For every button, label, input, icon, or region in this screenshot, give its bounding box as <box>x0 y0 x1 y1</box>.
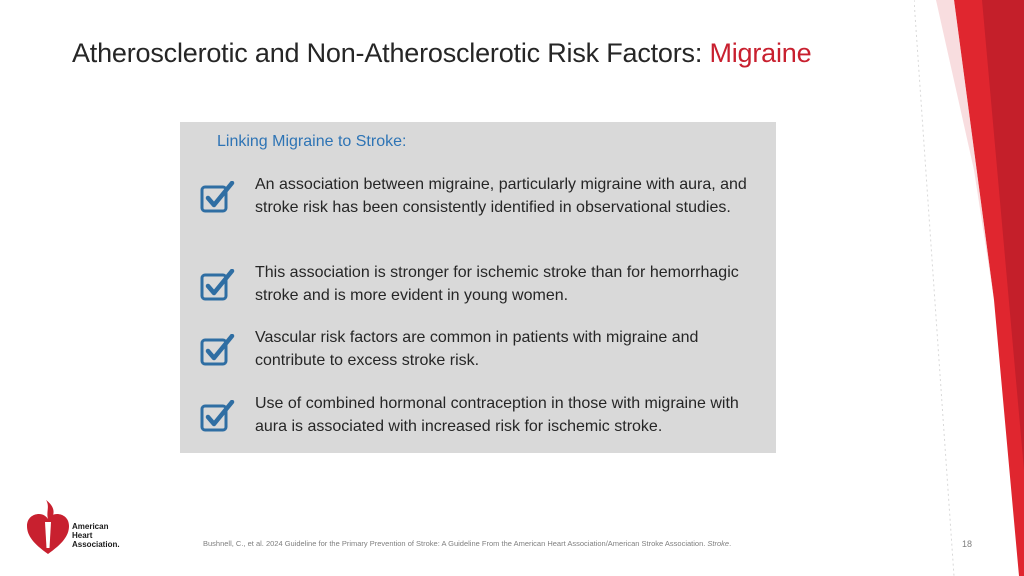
list-item-text: Vascular risk factors are common in patients with migraine and contribute to excess stroke risk. <box>255 329 699 369</box>
decorative-red-shapes <box>914 0 1024 576</box>
list-item-text: Use of combined hormonal contraception in those with migraine with aura is associated with increased risk for ischemic stroke. <box>255 395 739 435</box>
checkbox-checked-icon <box>200 181 236 213</box>
slide-title-accent: Migraine <box>709 38 812 68</box>
slide-title <box>72 38 811 69</box>
logo-line-3: Association. <box>72 540 120 549</box>
checkbox-checked-icon <box>200 269 236 301</box>
decor-dotted-line <box>914 0 954 576</box>
citation <box>203 539 731 548</box>
citation-journal: Stroke <box>707 539 730 548</box>
logo-line-2: Heart <box>72 531 93 540</box>
slide-title-main: Atherosclerotic and Non-Atherosclerotic Risk Factors: <box>72 38 710 68</box>
aha-logo-text <box>72 522 120 549</box>
logo-line-1: American <box>72 522 109 531</box>
panel-heading: Linking Migraine to Stroke: <box>217 133 407 150</box>
checkbox-checked-icon <box>200 334 236 366</box>
citation-text: Bushnell, C., et al. 2024 Guideline for the Primary Prevention of Stroke: A Guideline From the American Heart Association/American Stroke Association. <box>203 539 708 548</box>
checkbox-checked-icon <box>200 400 236 432</box>
list-item-text: An association between migraine, particularly migraine with aura, and stroke risk has been consistently identified in observational studies. <box>255 176 747 216</box>
citation-end: . <box>729 539 732 548</box>
page-number: 18 <box>962 539 973 549</box>
list-item-text: This association is stronger for ischemic stroke than for hemorrhagic stroke and is more evident in young women. <box>255 264 739 304</box>
